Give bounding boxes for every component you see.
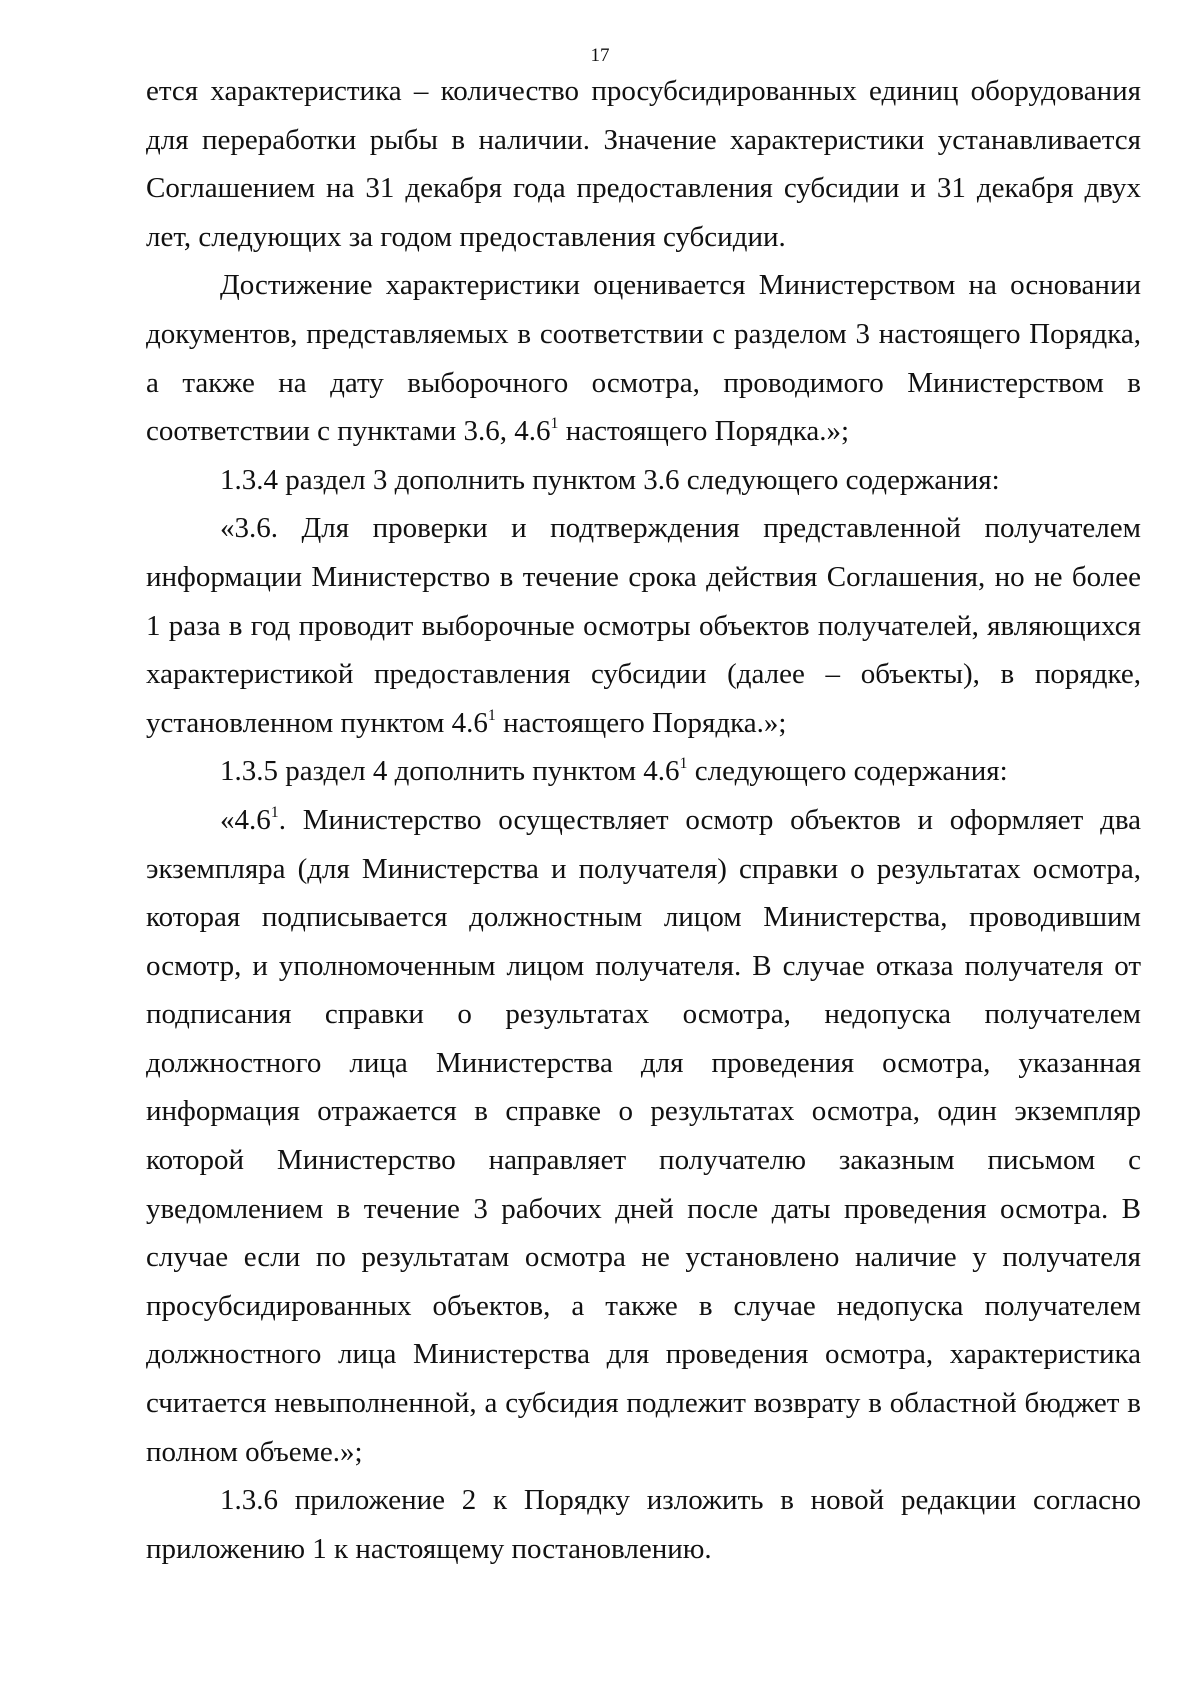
paragraph-text: «3.6. Для проверки и подтверждения представленной получателем информации Министерство в течение срока действия Соглашения, но не более 1 раза в год проводит выборочные осмотры объектов получателей, являющихся характеристикой предоставления субсидии (далее – объекты), в порядке, установленном пунктом 4.6 <box>146 512 1141 739</box>
paragraph-text: . Министерство осуществляет осмотр объектов и оформляет два экземпляра (для Министерства и получателя) справки о результатах осмотра, которая подписывается должностным лицом Министерства, проводившим осмотр, и уполномоченным лицом получателя. В случае отказа получателя от подписания справки о результатах осмотра, недопуска получателем должностного лица Министерства для проведения осмотра, указанная информация отражается в справке о результатах осмотра, один экземпляр которой Министерство направляет получателю заказным письмом с уведомлением в течение 3 рабочих дней после даты проведения осмотра. В случае если по результатам осмотра не установлено наличие у получателя просубсидированных объектов, а также в случае недопуска получателем должностного лица Министерства для проведения осмотра, характеристика считается невыполненной, а субсидия подлежит возврату в областной бюджет в полном объеме.»; <box>146 803 1141 1468</box>
paragraph-text: 1.3.4 раздел 3 дополнить пунктом 3.6 следующего содержания: <box>220 463 1000 496</box>
paragraph <box>146 456 1141 505</box>
superscript: 1 <box>270 803 279 821</box>
paragraph-text: следующего содержания: <box>687 755 1008 788</box>
superscript: 1 <box>679 755 688 773</box>
paragraph <box>146 261 1141 455</box>
document-body <box>146 67 1141 1573</box>
paragraph-text: настоящего Порядка.»; <box>558 415 850 448</box>
paragraph-text: настоящего Порядка.»; <box>495 706 787 739</box>
paragraph-text: ется характеристика – количество просубсидированных единиц оборудования для переработки рыбы в наличии. Значение характеристики устанавливается Соглашением на 31 декабря года предоставления субсидии и 31 декабря двух лет, следующих за годом предоставления субсидии. <box>146 75 1141 253</box>
paragraph <box>146 504 1141 747</box>
paragraph <box>146 67 1141 261</box>
paragraph <box>146 796 1141 1476</box>
superscript: 1 <box>550 415 559 433</box>
paragraph-text: 1.3.6 приложение 2 к Порядку изложить в новой редакции согласно приложению 1 к настоящему постановлению. <box>146 1484 1141 1565</box>
paragraph-text: «4.6 <box>220 803 271 836</box>
paragraph-text: Достижение характеристики оценивается Министерством на основании документов, представляемых в соответствии с разделом 3 настоящего Порядка, а также на дату выборочного осмотра, проводимого Министерством в соответствии с пунктами 3.6, 4.6 <box>146 269 1141 448</box>
page-number: 17 <box>590 45 610 66</box>
paragraph <box>146 747 1141 796</box>
paragraph <box>146 1476 1141 1573</box>
superscript: 1 <box>487 706 496 724</box>
paragraph-text: 1.3.5 раздел 4 дополнить пунктом 4.6 <box>220 755 680 788</box>
